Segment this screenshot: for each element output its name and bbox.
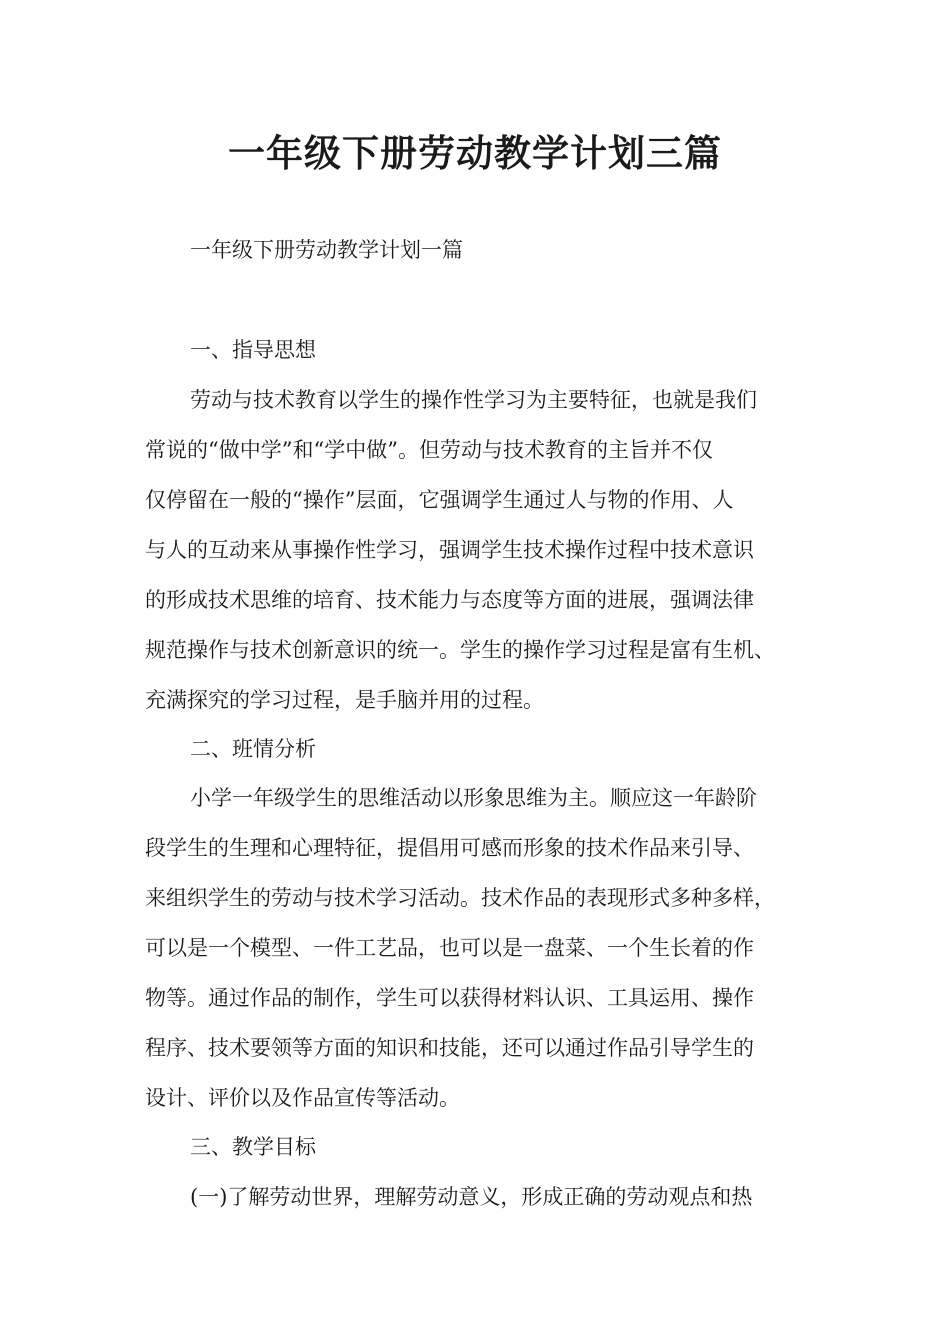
section-paragraph-teaching-goals [145, 1177, 825, 1227]
paragraph-line: 与人的互动来从事操作性学习，强调学生技术操作过程中技术意识 [145, 538, 754, 562]
paragraph-line: 设计、评价以及作品宣传等活动。 [145, 1086, 460, 1110]
section-paragraph-guiding-ideology [145, 380, 825, 730]
section-heading-class-analysis: 二、班情分析 [190, 737, 316, 761]
paragraph-line: 劳动与技术教育以学生的操作性学习为主要特征，也就是我们 [190, 388, 757, 412]
paragraph-line: 小学一年级学生的思维活动以形象思维为主。顺应这一年龄阶 [190, 786, 757, 810]
paragraph-line: 的形成技术思维的培育、技术能力与态度等方面的进展，强调法律 [145, 588, 754, 612]
paragraph-line: 物等。通过作品的制作，学生可以获得材料认识、工具运用、操作 [145, 986, 754, 1010]
paragraph-line: 可以是一个模型、一件工艺品，也可以是一盘菜、一个生长着的作 [145, 936, 754, 960]
paragraph-line: 段学生的生理和心理特征，提倡用可感而形象的技术作品来引导、 [145, 836, 754, 860]
paragraph-line: (一)了解劳动世界，理解劳动意义，形成正确的劳动观点和热 [190, 1185, 753, 1209]
paragraph-line: 程序、技术要领等方面的知识和技能，还可以通过作品引导学生的 [145, 1036, 754, 1060]
document-subtitle: 一年级下册劳动教学计划一篇 [190, 238, 463, 262]
section-heading-teaching-goals: 三、教学目标 [190, 1135, 316, 1159]
section-heading-guiding-ideology: 一、指导思想 [190, 338, 316, 362]
document-title: 一年级下册劳动教学计划三篇 [228, 132, 722, 175]
paragraph-line: 规范操作与技术创新意识的统一。学生的操作学习过程是富有生机、 [145, 638, 775, 662]
paragraph-line: 仅停留在一般的“操作”层面，它强调学生通过人与物的作用、人 [145, 488, 734, 512]
paragraph-line: 充满探究的学习过程，是手脑并用的过程。 [145, 688, 544, 712]
section-paragraph-class-analysis [145, 778, 825, 1128]
paragraph-line: 常说的“做中学”和“学中做”。但劳动与技术教育的主旨并不仅 [145, 438, 713, 462]
paragraph-line: 来组织学生的劳动与技术学习活动。技术作品的表现形式多种多样， [145, 886, 775, 910]
